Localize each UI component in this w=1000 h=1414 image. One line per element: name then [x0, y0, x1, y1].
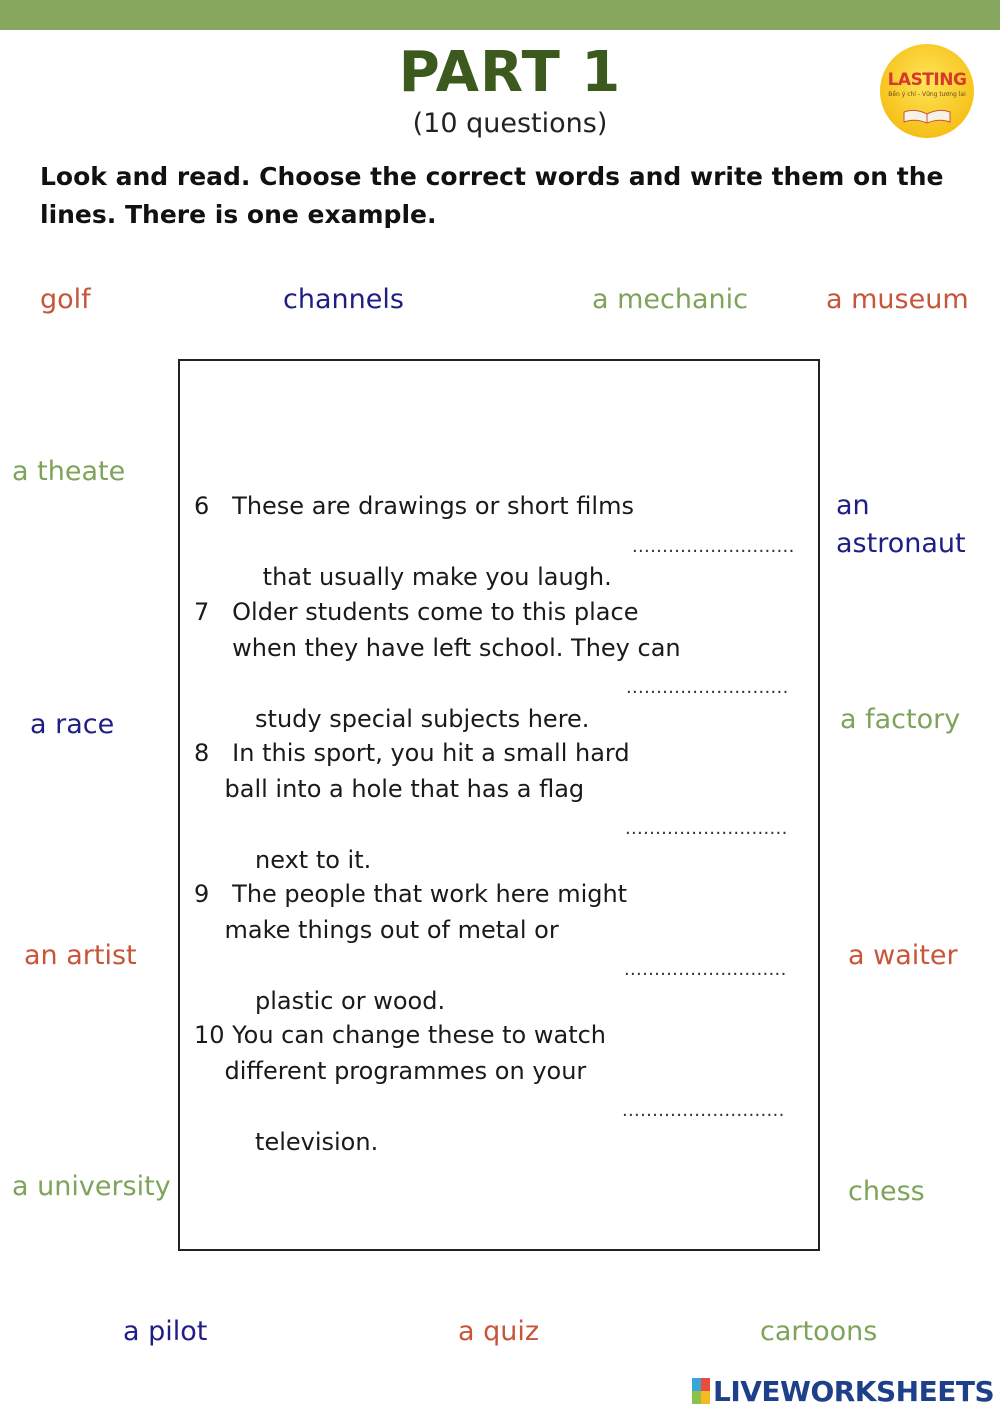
question-line: next to it. [224, 845, 372, 874]
word-bank-item: chess [848, 1176, 925, 1207]
word-bank-item: golf [40, 284, 91, 315]
word-bank-item: a university [12, 1171, 171, 1202]
liveworksheets-icon [692, 1378, 710, 1404]
question-line: 9 The people that work here might [194, 880, 628, 908]
question-8 [194, 736, 788, 874]
question-10 [194, 1018, 785, 1156]
question-line: different programmes on your [194, 1056, 587, 1085]
word-bank-item: channels [283, 284, 404, 315]
question-line: that usually make you laugh. [224, 563, 612, 591]
question-line: study special subjects here. [224, 704, 590, 733]
question-line: when they have left school. They can [194, 633, 681, 662]
question-6 [194, 489, 795, 591]
page-subtitle: (10 questions) [412, 108, 608, 139]
word-bank-item: a factory [840, 704, 961, 735]
question-line: 8 In this sport, you hit a small hard [194, 739, 630, 767]
instruction-text: Look and read. Choose the correct words and write them on the lines. There is one example. [40, 162, 944, 229]
word-bank-item: an [836, 490, 870, 521]
logo-name: LASTING [887, 70, 967, 90]
question-line: 7 Older students come to this place [194, 598, 639, 626]
word-bank-item: a waiter [848, 940, 958, 971]
question-line: 6 These are drawings or short films [194, 492, 634, 520]
lasting-logo [880, 44, 974, 138]
word-bank-item: cartoons [760, 1316, 878, 1347]
logo-tagline: Bền ý chí - Vững tương lai [888, 91, 966, 98]
question-line: 10 You can change these to watch [194, 1021, 607, 1049]
question-line: ball into a hole that has a flag [194, 774, 585, 803]
question-line: make things out of metal or [194, 915, 559, 944]
word-bank-item: a theate [12, 456, 126, 487]
top-color-bar [0, 0, 1000, 30]
answer-blank[interactable]: ........................... [625, 818, 788, 839]
word-bank-item: a quiz [458, 1316, 540, 1347]
word-bank-item: a race [30, 709, 115, 740]
open-book-icon [902, 108, 952, 124]
answer-blank[interactable]: ........................... [622, 1100, 785, 1121]
question-line: television. [224, 1127, 379, 1156]
answer-blank[interactable]: ........................... [624, 959, 787, 980]
liveworksheets-brand: LIVEWORKSHEETS [713, 1374, 995, 1408]
word-bank-item: an artist [24, 940, 137, 971]
page-title: PART 1 [398, 40, 622, 105]
liveworksheets-logo [692, 1374, 994, 1408]
word-bank-item: astronaut [836, 528, 966, 559]
question-9 [194, 877, 787, 1015]
word-bank-item: a mechanic [592, 284, 749, 315]
question-7 [194, 595, 789, 733]
question-line: plastic or wood. [224, 986, 446, 1015]
answer-blank[interactable]: ........................... [626, 677, 789, 698]
word-bank-item: a pilot [123, 1316, 208, 1347]
word-bank-item: a museum [826, 284, 969, 315]
answer-blank[interactable]: ........................... [632, 535, 795, 557]
